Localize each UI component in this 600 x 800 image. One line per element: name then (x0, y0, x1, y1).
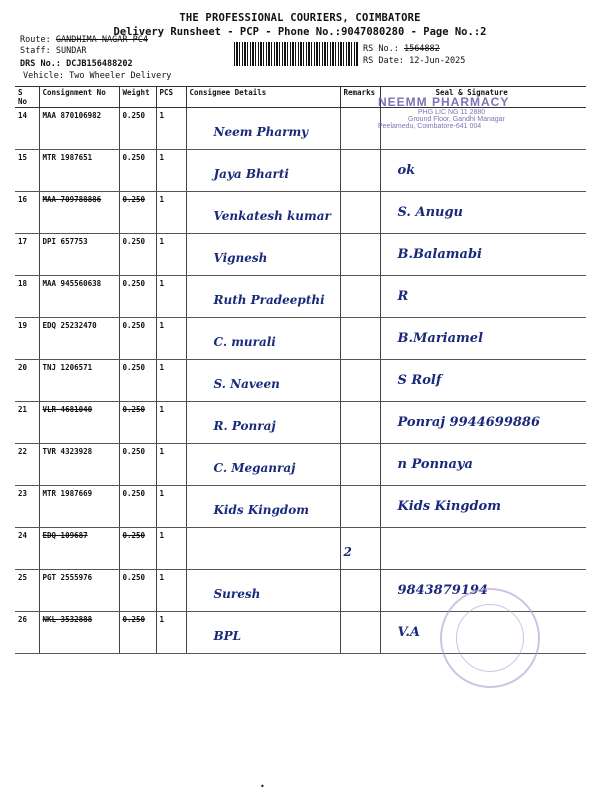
cell-weight: 0.250 (119, 570, 156, 612)
cell-consignment: MTR 1987651 (39, 150, 119, 192)
signature-handwriting: B.Mariamel (397, 331, 484, 346)
cell-sno: 22 (15, 444, 39, 486)
vehicle-label: Vehicle: (23, 71, 64, 81)
cell-consignment: DPI 657753 (39, 234, 119, 276)
runsheet-subtitle: Delivery Runsheet - PCP - Phone No.:9047080280 - Page No.:2 (113, 26, 487, 38)
consignee-handwriting: C. murali (213, 335, 276, 349)
signature-handwriting: V.A (397, 625, 420, 640)
runsheet-title: THE PROFESSIONAL COURIERS, COIMBATORE (179, 12, 421, 24)
stamp-line-3: Peelamedu, Coimbatore-641 004 (378, 123, 482, 130)
cell-consignee (186, 192, 340, 234)
signature-handwriting: R (397, 289, 409, 304)
cell-signature (380, 528, 586, 570)
cell-weight: 0.250 (119, 360, 156, 402)
cell-pcs: 1 (156, 402, 186, 444)
cell-sno: 17 (15, 234, 39, 276)
cell-signature (380, 150, 586, 192)
cell-sno: 23 (15, 486, 39, 528)
cell-consignee (186, 486, 340, 528)
stamp-line-1: PHG LIC NG 11 2880 (418, 109, 486, 116)
cell-consignment: EDQ 25232470 (39, 318, 119, 360)
runsheet-table (15, 86, 586, 654)
cell-weight: 0.250 (119, 444, 156, 486)
consignee-handwriting: S. Naveen (213, 377, 280, 391)
cell-remarks (340, 318, 380, 360)
rs-no-label: RS No.: (363, 44, 399, 54)
rs-date-label: RS Date: (363, 56, 404, 66)
cell-remarks (340, 360, 380, 402)
signature-handwriting: Ponraj 9944699886 (397, 415, 541, 430)
cell-weight: 0.250 (119, 108, 156, 150)
drs-value: DCJB156488202 (66, 59, 133, 69)
round-seal (440, 588, 540, 688)
route-label: Route: (20, 35, 51, 45)
table-row (15, 486, 586, 528)
rs-no-value: 1564882 (403, 44, 440, 54)
table-row (15, 360, 586, 402)
consignee-handwriting: BPL (213, 629, 242, 643)
cell-remarks (340, 234, 380, 276)
cell-signature (380, 402, 586, 444)
cell-sno: 15 (15, 150, 39, 192)
cell-remarks (340, 402, 380, 444)
signature-handwriting: n Ponnaya (397, 457, 473, 472)
cell-remarks (340, 108, 380, 150)
signature-handwriting: B.Balamabi (397, 247, 482, 262)
cell-remarks (340, 276, 380, 318)
cell-weight: 0.250 (119, 486, 156, 528)
cell-weight: 0.250 (119, 276, 156, 318)
cell-consignee (186, 570, 340, 612)
cell-remarks (340, 528, 380, 570)
cell-signature (380, 192, 586, 234)
cell-consignment: TVR 4323928 (39, 444, 119, 486)
table-row (15, 318, 586, 360)
cell-consignment: EDQ 109687 (39, 528, 119, 570)
cell-pcs: 1 (156, 150, 186, 192)
cell-pcs: 1 (156, 486, 186, 528)
col-header-remarks: Remarks (340, 87, 380, 108)
pharmacy-stamp (378, 95, 558, 155)
cell-pcs: 1 (156, 570, 186, 612)
cell-sno: 26 (15, 612, 39, 654)
signature-handwriting: S Rolf (397, 373, 442, 388)
cell-weight: 0.250 (119, 234, 156, 276)
cell-pcs: 1 (156, 528, 186, 570)
cell-pcs: 1 (156, 234, 186, 276)
cell-sno: 24 (15, 528, 39, 570)
cell-signature (380, 318, 586, 360)
cell-sno: 21 (15, 402, 39, 444)
table-row (15, 150, 586, 192)
cell-consignment: MAA 870106982 (39, 108, 119, 150)
staff-field (20, 46, 87, 56)
cell-signature (380, 234, 586, 276)
cell-consignee (186, 318, 340, 360)
consignee-handwriting: Neem Pharmy (213, 125, 309, 139)
barcode (234, 42, 358, 66)
cell-sno: 20 (15, 360, 39, 402)
consignee-handwriting: R. Ponraj (213, 419, 276, 433)
cell-pcs: 1 (156, 318, 186, 360)
cell-signature (380, 360, 586, 402)
consignee-handwriting: Kids Kingdom (213, 503, 310, 517)
cell-remarks (340, 444, 380, 486)
drs-field (20, 59, 133, 69)
cell-consignee (186, 528, 340, 570)
cell-sno: 14 (15, 108, 39, 150)
cell-pcs: 1 (156, 276, 186, 318)
cell-sno: 25 (15, 570, 39, 612)
route-value: GANDHIMA NAGAR PC4 (55, 35, 148, 45)
cell-weight: 0.250 (119, 528, 156, 570)
table-row (15, 402, 586, 444)
consignee-handwriting: C. Meganraj (213, 461, 296, 475)
cell-pcs: 1 (156, 444, 186, 486)
cell-consignee (186, 402, 340, 444)
signature-handwriting: ok (397, 163, 416, 178)
cell-consignment: MAA 709788886 (39, 192, 119, 234)
cell-signature (380, 276, 586, 318)
cell-consignee (186, 612, 340, 654)
cell-consignee (186, 360, 340, 402)
cell-consignment: MTR 1987669 (39, 486, 119, 528)
stamp-name: NEEMM PHARMACY (378, 95, 510, 109)
cell-consignee (186, 234, 340, 276)
col-header-consignment: Consignment No (39, 87, 119, 108)
consignee-handwriting: Suresh (213, 587, 261, 601)
cell-consignment: VLR 4681040 (39, 402, 119, 444)
table-row (15, 192, 586, 234)
cell-consignee (186, 108, 340, 150)
rs-date-field (363, 56, 465, 66)
staff-value: SUNDAR (55, 46, 87, 56)
cell-sno: 18 (15, 276, 39, 318)
cell-pcs: 1 (156, 192, 186, 234)
cell-weight: 0.250 (119, 612, 156, 654)
cell-pcs: 1 (156, 108, 186, 150)
cell-weight: 0.250 (119, 318, 156, 360)
drs-label: DRS No.: (20, 59, 61, 69)
cell-signature (380, 486, 586, 528)
cell-remarks (340, 570, 380, 612)
cell-consignment: NKL 3532888 (39, 612, 119, 654)
vehicle-field (23, 71, 171, 81)
cell-remarks (340, 486, 380, 528)
cell-weight: 0.250 (119, 192, 156, 234)
staff-label: Staff: (20, 46, 51, 56)
table-row (15, 234, 586, 276)
col-header-weight: Weight (119, 87, 156, 108)
consignee-handwriting: Venkatesh kumar (213, 209, 331, 223)
vehicle-value: Two Wheeler Delivery (69, 71, 172, 81)
cell-consignment: PGT 2555976 (39, 570, 119, 612)
consignee-handwriting: Vignesh (213, 251, 268, 265)
col-header-seal: Seal & Signature (380, 87, 586, 108)
table-row (15, 276, 586, 318)
cell-consignment: MAA 945560638 (39, 276, 119, 318)
cell-sno: 16 (15, 192, 39, 234)
cell-consignment: TNJ 1206571 (39, 360, 119, 402)
cell-remarks (340, 612, 380, 654)
col-header-sno: S No (15, 87, 39, 108)
rs-no-field (363, 44, 440, 54)
table-row (15, 444, 586, 486)
cell-remarks (340, 192, 380, 234)
cell-pcs: 1 (156, 612, 186, 654)
cell-sno: 19 (15, 318, 39, 360)
page-mark: • (260, 782, 265, 791)
col-header-consignee: Consignee Details (186, 87, 340, 108)
signature-handwriting: Kids Kingdom (397, 499, 501, 514)
route-field (20, 35, 148, 45)
cell-weight: 0.250 (119, 150, 156, 192)
remark-handwriting: 2 (343, 545, 352, 559)
cell-consignee (186, 276, 340, 318)
cell-consignee (186, 150, 340, 192)
consignee-handwriting: Ruth Pradeepthi (213, 293, 325, 307)
table-row (15, 528, 586, 570)
stamp-line-2: Ground Floor, Gandhi Managar (408, 116, 505, 123)
col-header-pcs: PCS (156, 87, 186, 108)
signature-handwriting: 9843879194 (397, 583, 488, 598)
consignee-handwriting: Jaya Bharti (213, 167, 289, 181)
rs-date-value: 12-Jun-2025 (409, 56, 466, 66)
cell-remarks (340, 150, 380, 192)
cell-consignee (186, 444, 340, 486)
cell-signature (380, 444, 586, 486)
signature-handwriting: S. Anugu (397, 205, 464, 220)
cell-pcs: 1 (156, 360, 186, 402)
cell-weight: 0.250 (119, 402, 156, 444)
